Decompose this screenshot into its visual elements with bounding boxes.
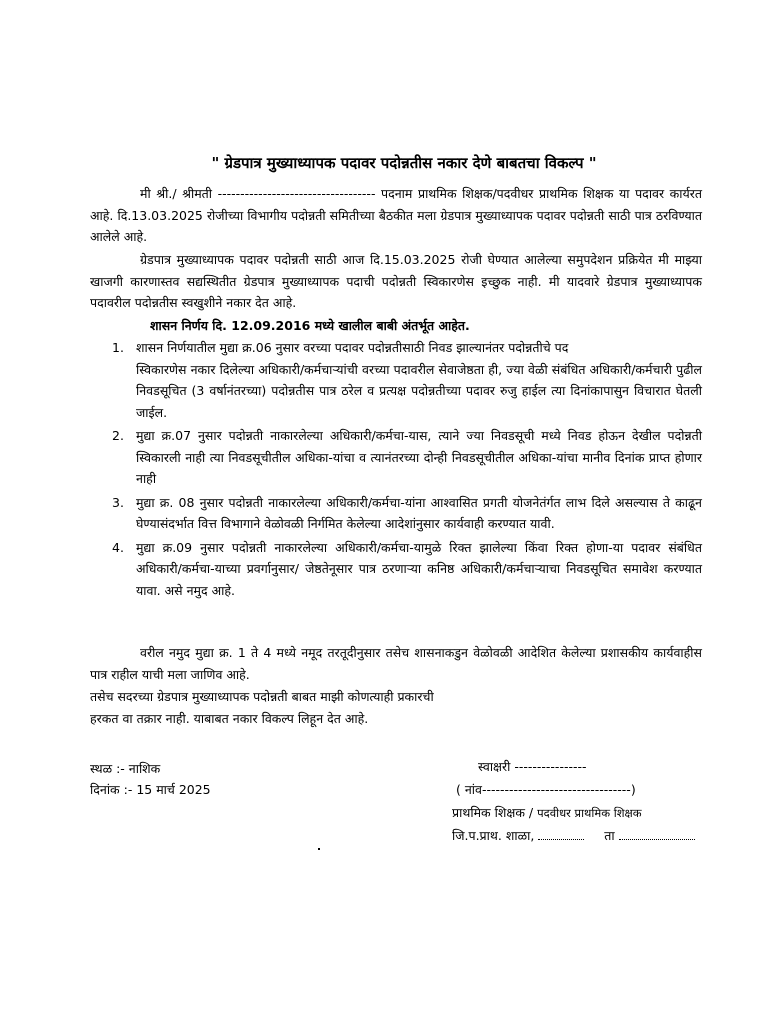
paragraph-counselling: ग्रेडपात्र मुख्याध्यापक पदावर पदोन्नती साठी आज दि.15.03.2025 रोजी घेण्यात आलेल्या समुपदेशन प्रक्रियेत मी माझ्या खाजगी कारणास्तव सद्यस्थितीत ग्रेडपात्र मुख्याध्यापक पदाची पदोन्नती स्विकारणेस इच्छुक नाही. मी यादवारे ग्रेडपात्र मुख्याध्यापक पदावरील पदोन्नतीस स्वखुशीने नकार देत आहे. — [90, 252, 702, 310]
paragraph-acknowledgement: वरील नमुद मुद्या क्र. 1 ते 4 मध्ये नमूद तरतूदीनुसार तसेच शासनाकडुन वेळोवळी आदेशित केलेल्या प्रशासकीय कार्यवाहीस पात्र राहील याची मला जाणिव आहे. — [90, 645, 702, 682]
school-label: जि.प.प्राथ. शाळा, — [452, 828, 535, 843]
list-item-text: शासन निर्णयातील मुद्या क्र.06 नुसार वरच्या पदावर पदोन्नतीसाठी निवड झाल्यानंतर पदोन्नतीचे पद — [136, 340, 569, 355]
list-item-text: मुद्या क्र. 08 नुसार पदोन्नती नाकारलेल्या अधिकारी/कर्मचा-यांना आश्वासित प्रगती योजनेतंर्गत लाभ दिले असल्यास ते काढून घेण्यासंदर्भात वित्त विभागाने वेळोवळी निर्गमित केलेल्या आदेशांनुसार कार्यवाही करण्यात यावी. — [136, 494, 702, 531]
list-item-number: 4. — [112, 539, 124, 555]
signature-line: स्वाक्षरी ---------------- — [478, 759, 587, 774]
taluka-blank — [619, 831, 695, 840]
list-item — [90, 425, 702, 490]
list-item-text: मुद्या क्र.09 नुसार पदोन्नती नाकारलेल्या अधिकारी/कर्मचा-यामुळे रिक्त झालेल्या किंवा रिक्त होणा-या पदावर संबंधित अधिकारी/कर्मचा-याच्या प्रवर्गानुसार/ जेष्ठतेनूसार पात्र ठरणाऱ्या कनिष्ठ अधिकारी/कर्मचाऱ्याचा निवडसूचित समावेश करण्यात यावा. असे नमुद आहे. — [136, 539, 702, 598]
designation-line — [452, 802, 642, 825]
paragraph-intro: मी श्री./ श्रीमती ----------------------------------- पदनाम प्राथमिक शिक्षक/पदवीधर प्राथमिक शिक्षक या पदावर कार्यरत आहे. दि.13.03.2025 रोजीच्या विभागीय पदोन्नती समितीच्या बैठकीत मला ग्रेडपात्र मुख्याध्यापक पदावर पदोन्नती साठी पात्र ठरविण्यात आलेले आहे. — [90, 186, 702, 244]
list-item-number: 1. — [112, 340, 124, 355]
school-line — [452, 825, 695, 847]
list-item — [90, 492, 702, 535]
provisions-list — [90, 337, 702, 603]
list-item-number: 3. — [112, 494, 124, 510]
place-label: स्थळ :- नाशिक — [90, 761, 161, 776]
list-item-continuation: स्विकारणेस नकार दिलेल्या अधिकारी/कर्मचाऱ्यांची वरच्या पदावरील सेवाजेष्ठता ही, ज्या वेळी संबंधित अधिकारी/कर्मचारी पुढील निवडसूचित (3 वर्षानंतरच्या) पदोन्नतीस पात्र ठरेल व प्रत्यक्ष पदोन्नतीच्या पदावर रुजु हाईल त्या दिनांकापासुन विचारात घेतली जाईल. — [136, 361, 702, 420]
list-item-text: मुद्या क्र.07 नुसार पदोन्नती नाकारलेल्या अधिकारी/कर्मचा-यास, त्याने ज्या निवडसूची मध्ये निवड होऊन देखील पदोन्नती स्विकारली नाही त्या निवडसूचीतील अधिका-यांचा व त्यानंतरच्या दोन्ही निवडसूचीतील अधिका-यांचा मानीव दिनांक प्राप्त होणार नाही — [136, 428, 702, 486]
document-title: " ग्रेडपात्र मुख्याध्यापक पदावर पदोन्नतीस नकार देणे बाबतचा विकल्प " — [211, 154, 597, 172]
designation-primary: प्राथमिक शिक्षक / — [452, 805, 538, 820]
paragraph-no-objection-line2: हरकत वा तक्रार नाही. याबाबत नकार विकल्प लिहून देत आहे. — [90, 711, 369, 726]
date-label: दिनांक :- 15 मार्च 2025 — [90, 782, 211, 797]
list-item — [90, 337, 702, 423]
school-blank — [538, 831, 584, 840]
name-line: ( नांव---------------------------------) — [456, 782, 636, 797]
list-item — [90, 537, 702, 602]
stray-mark — [318, 848, 320, 850]
designation-graduate: पदवीधर प्राथमिक शिक्षक — [537, 806, 642, 820]
paragraph-no-objection-line1: तसेच सदरच्या ग्रेडपात्र मुख्याध्यापक पदोन्नती बाबत माझी कोणत्याही प्रकारची — [90, 689, 434, 704]
gr-heading: शासन निर्णय दि. 12.09.2016 मध्ये खालील बाबी अंतर्भूत आहेत. — [150, 318, 470, 333]
list-item-number: 2. — [112, 428, 124, 443]
taluka-label: ता — [604, 828, 615, 843]
